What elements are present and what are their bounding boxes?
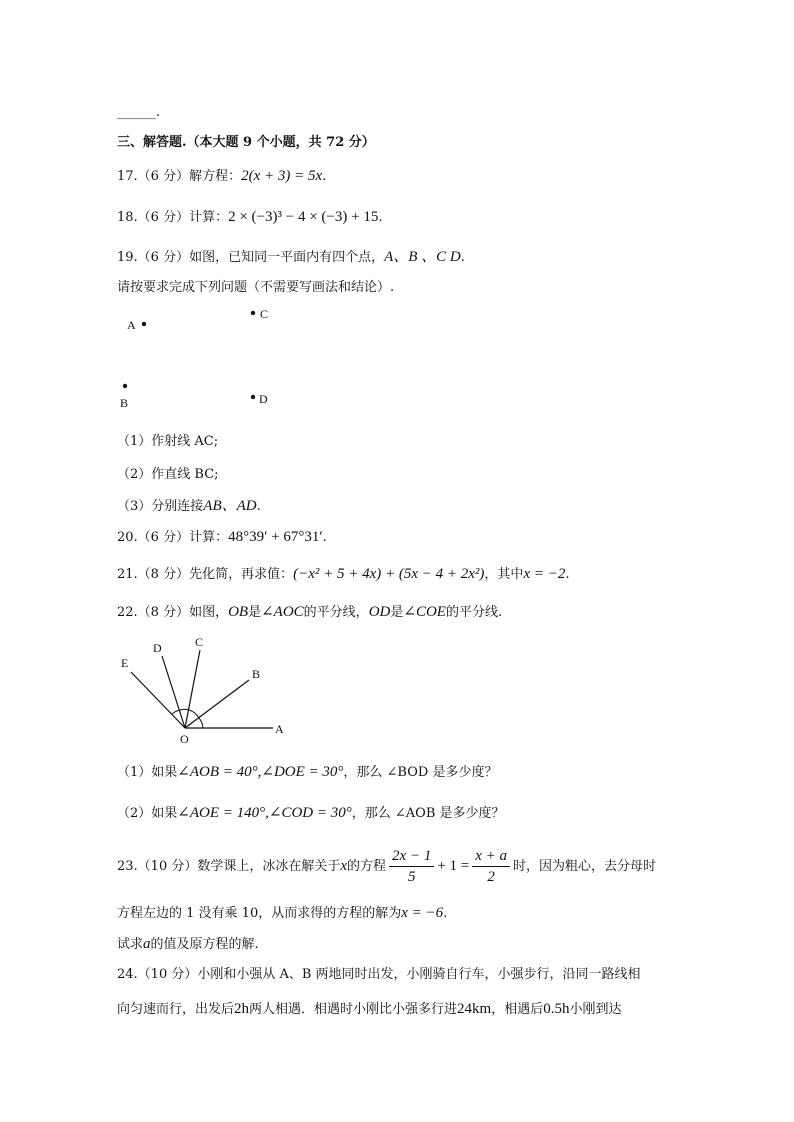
q18-expression: 2 × (−3)³ − 4 × (−3) + 15	[228, 209, 379, 225]
q18-prefix: 18.（6 分）计算：	[117, 210, 229, 225]
q19-sub-1: （1）作射线 AC;	[117, 434, 219, 449]
q19-sub-3-end: .	[256, 499, 261, 514]
point-d	[251, 395, 255, 399]
q22-sub-2-pre: （2）如果	[117, 806, 178, 821]
q22-coe: ∠COE	[403, 604, 446, 620]
q21-condition: x = −2	[523, 566, 566, 582]
q23-fraction-left	[389, 846, 434, 887]
q21-expression: (−x² + 5 + 4x) + (5x − 4 + 2x²)	[293, 566, 485, 582]
question-23	[117, 846, 656, 887]
q23-line-3-post: 的值及原方程的解.	[150, 937, 259, 952]
fig-label-c: C	[260, 307, 269, 321]
question-18	[117, 208, 382, 227]
question-21	[117, 565, 569, 584]
q21-end: .	[565, 567, 570, 582]
q23-line-3-a: a	[143, 936, 151, 952]
q23-t2: 时，因为粗心，去分母时	[513, 859, 657, 874]
q17-prefix: 17.（6 分）解方程：	[117, 169, 242, 184]
fig-label-d: D	[259, 392, 268, 406]
ray-od	[162, 656, 185, 728]
q19-instruction: 请按要求完成下列问题（不需要写画法和结论）.	[117, 280, 395, 295]
q23-t1: 的方程	[347, 859, 387, 874]
q19-sub-3-math: AB、AD	[203, 498, 257, 514]
fig-label-a2: A	[275, 722, 284, 736]
ray-ob	[185, 680, 249, 728]
q24-value-distance: 24km	[457, 1001, 492, 1017]
q24-line-2	[117, 1000, 621, 1019]
q22-t4: 的平分线.	[445, 605, 503, 620]
q22-sub-2	[117, 804, 505, 823]
q24-line-2-b: 两人相遇．相遇时小刚比小强多行进	[249, 1002, 458, 1017]
q24-line-2-c: ，相遇后	[491, 1002, 544, 1017]
question-19	[117, 248, 465, 267]
q23-frac2-den: 2	[487, 869, 495, 885]
question-20	[117, 528, 327, 547]
q22-prefix: 22.（8 分）如图，	[117, 605, 229, 620]
q22-sub-1	[117, 763, 497, 782]
q22-angle-figure	[117, 630, 292, 745]
q22-sub-2-math: ∠AOE = 140°,∠COD = 30°	[177, 805, 352, 821]
fig-label-b2: B	[252, 667, 261, 681]
q20-end: .	[322, 530, 327, 545]
q23-frac2-num: x + a	[472, 846, 510, 867]
q19-sub-3-text: （3）分别连接	[117, 499, 204, 514]
q23-plus-one: + 1 =	[437, 858, 470, 874]
fig-label-d2: D	[153, 641, 162, 655]
q23-line-2	[117, 904, 447, 923]
q22-t1: 是	[248, 605, 262, 620]
q22-t2: 的平分线，	[303, 605, 369, 620]
question-22	[117, 603, 502, 622]
fig-label-a: A	[127, 318, 136, 332]
q17-end: .	[322, 169, 327, 184]
q19-end: .	[460, 250, 465, 265]
ray-oe	[131, 672, 185, 728]
q24-line-2-a: 向匀速而行，出发后	[117, 1002, 235, 1017]
q23-fraction-right	[472, 846, 510, 887]
point-c	[251, 311, 255, 315]
q18-end: .	[378, 210, 383, 225]
point-b	[123, 384, 127, 388]
q23-line-2-end: .	[443, 906, 448, 921]
point-a	[142, 322, 146, 326]
q23-frac1-num: 2x − 1	[389, 846, 434, 867]
q22-sub-1-pre: （1）如果	[117, 765, 178, 780]
q22-sub-1-post: ，那么 ∠BOD 是多少度？	[343, 765, 498, 780]
q21-prefix: 21.（8 分）先化简，再求值：	[117, 567, 294, 582]
q20-prefix: 20.（6 分）计算：	[117, 530, 229, 545]
q22-aoc: ∠AOC	[261, 604, 304, 620]
q24-value-half-hour: 0.5h	[543, 1001, 570, 1017]
q22-ob: OB	[228, 604, 249, 620]
q22-sub-1-math: ∠AOB = 40°,∠DOE = 30°	[177, 764, 344, 780]
q19-sub-3	[117, 497, 261, 516]
q24-line-2-d: 小刚到达	[569, 1002, 622, 1017]
fig-label-e: E	[121, 656, 129, 670]
previous-answer-blank: ______.	[117, 105, 161, 120]
fig-label-b: B	[120, 396, 129, 410]
q22-sub-2-post: ，那么 ∠AOB 是多少度？	[351, 806, 505, 821]
q24-value-time: 2h	[234, 1001, 250, 1017]
q21-mid: ，其中	[484, 567, 524, 582]
section-heading: 三、解答题.（本大题 9 个小题，共 72 分）	[117, 135, 375, 150]
q19-points: A、B 、C D	[384, 249, 461, 265]
q23-line-2-math: x = −6	[401, 905, 444, 921]
question-24: 24.（10 分）小刚和小强从 A、B 两地同时出发，小刚骑自行车，小强步行，沿同一路线相	[117, 967, 641, 982]
q23-prefix: 23.（10 分）数学课上，冰冰在解关于	[117, 859, 341, 874]
q23-line-2-pre: 方程左边的 1 没有乘 10，从而求得的方程的解为	[117, 906, 402, 921]
q23-line-3	[117, 935, 259, 954]
q19-text: 19.（6 分）如图，已知同一平面内有四个点，	[117, 250, 385, 265]
q19-sub-2: （2）作直线 BC;	[117, 467, 219, 482]
q17-equation: 2(x + 3) = 5x	[241, 168, 323, 184]
q22-t3: 是	[390, 605, 404, 620]
q23-var-x: x	[340, 858, 348, 874]
q23-frac1-den: 5	[407, 869, 416, 885]
q19-points-figure	[117, 300, 287, 415]
fig-label-o: O	[180, 732, 189, 745]
question-17	[117, 167, 326, 186]
q22-od: OD	[368, 604, 391, 620]
q23-line-3-pre: 试求	[117, 937, 144, 952]
fig-label-c2: C	[195, 635, 204, 649]
q20-expression: 48°39′ + 67°31′	[228, 529, 323, 545]
